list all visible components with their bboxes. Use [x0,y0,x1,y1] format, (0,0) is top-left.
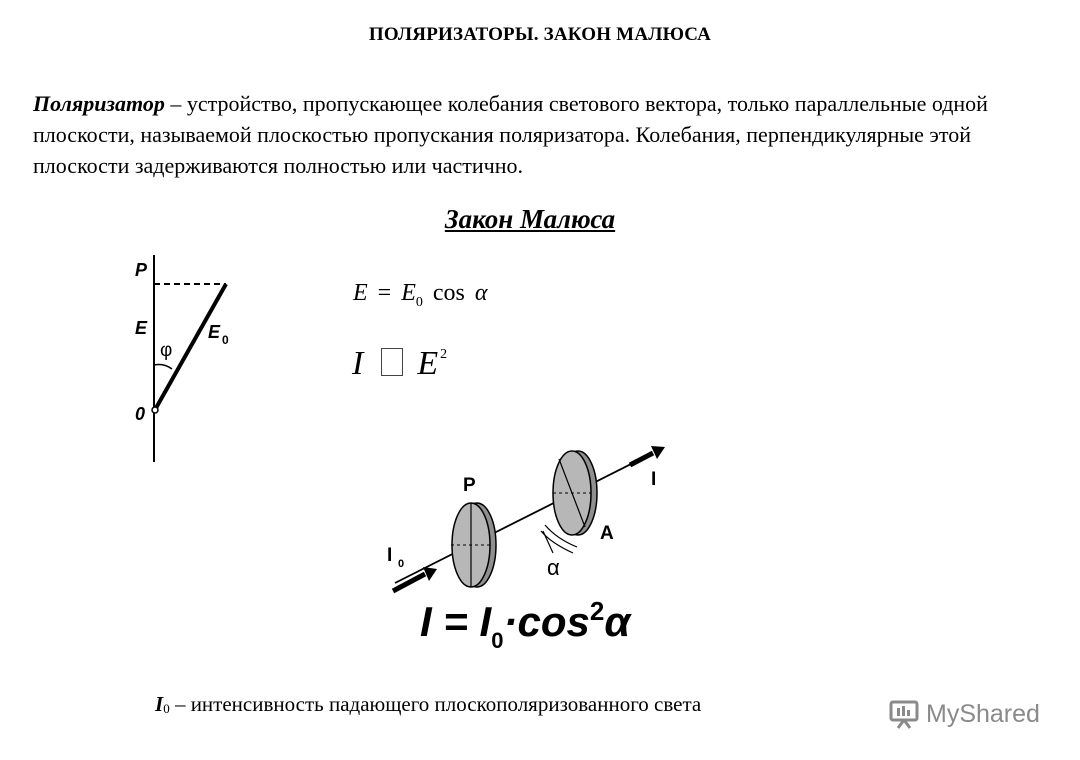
f1-cos: cos [432,280,465,306]
footnote-text: – интенсивность падающего плоскополяризованного света [169,692,702,716]
f1-sub: 0 [415,295,423,310]
malus-dot: · [503,598,518,645]
malus-cos: cos [517,598,590,645]
f2-lhs: I [352,345,364,382]
malus-i0: I [479,598,492,645]
malus-sup: 2 [589,596,605,626]
f1-lhs: E [353,280,368,306]
polarizer-diagram [375,435,675,605]
label-e0: E [208,322,221,342]
malus-i: I [420,598,432,645]
presentation-icon [888,698,920,730]
malus-sub: 0 [491,628,504,653]
label-analyzer: A [600,523,614,544]
malus-eq: = [443,598,468,645]
watermark-text: MyShared [926,699,1040,728]
vector-diagram [120,250,250,465]
phi-arc [154,365,172,370]
label-i-in: I [387,545,393,566]
page-title: ПОЛЯРИЗАТОРЫ. ЗАКОН МАЛЮСА [368,24,712,45]
label-e: E [135,318,148,338]
proportional-symbol-box [381,348,403,376]
label-origin: 0 [135,404,146,424]
label-alpha: α [547,555,560,580]
label-i-out: I [651,469,657,490]
intro-paragraph [33,88,1053,181]
label-i-in-sub: 0 [398,558,405,570]
intro-term: Поляризатор [33,91,165,116]
light-beam [395,457,645,583]
footnote-sub: 0 [163,701,170,716]
footnote-term: I [155,692,164,716]
footnote [155,692,701,717]
watermark-logo [888,695,1040,733]
label-polarizer: P [463,475,476,496]
f1-e: E [401,280,416,306]
output-arrow-head [651,446,665,459]
malus-law-formula [420,596,631,653]
origin-point [152,407,158,413]
malus-alpha: α [604,598,631,645]
label-phi: φ [160,340,173,361]
section-subtitle: Закон Малюса [444,204,616,234]
output-arrow [630,453,653,465]
formula-e-cos [353,280,488,310]
label-p: P [135,260,148,280]
formula-proportional [352,345,448,383]
f1-eq: = [377,280,392,306]
f1-alpha: α [474,280,488,306]
intro-text: – устройство, пропускающее колебания светового вектора, только параллельные одной плоскости, называемой плоскостью пропускания поляризатора. Колебания, перпендикулярные этой плоскости задерживаются полностью или частично. [33,91,988,178]
label-e0-sub: 0 [222,333,229,347]
f2-sup: 2 [440,347,448,362]
f2-rhs: E [417,345,439,382]
alpha-tick [543,531,553,553]
input-arrow-head [423,567,437,581]
